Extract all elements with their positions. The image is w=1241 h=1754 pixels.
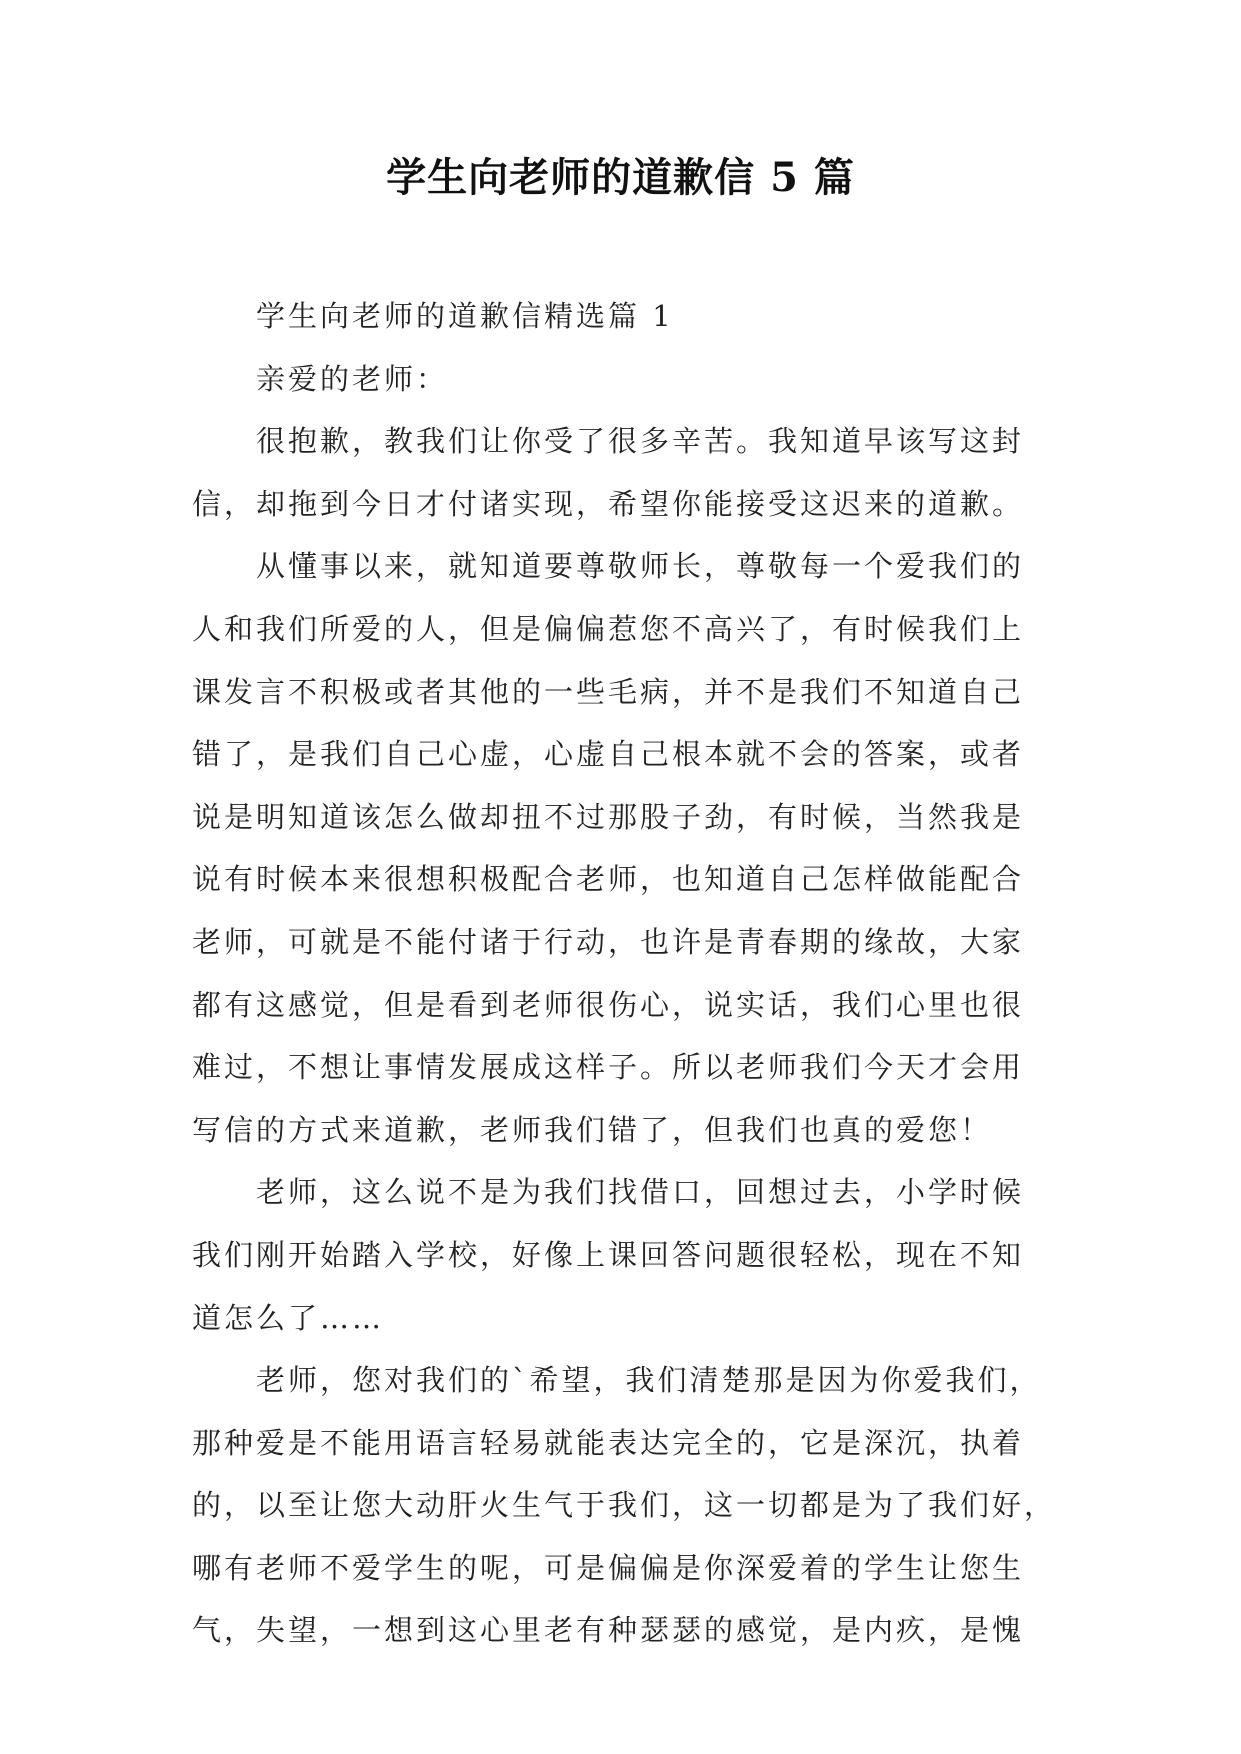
text-line: 写信的方式来道歉，老师我们错了，但我们也真的爱您！ [192,1112,993,1147]
text-line: 老师，您对我们的`希望，我们清楚那是因为你爱我们， [256,1363,1042,1398]
text-line: 学生向老师的道歉信精选篇 1 [256,299,674,333]
text-line: 亲爱的老师： [256,361,449,396]
text-line: 哪有老师不爱学生的呢，可是偏偏是你深爱着的学生让您生 [192,1550,1025,1585]
text-line: 说是明知道该怎么做却扭不过那股子劲，有时候，当然我是 [192,799,1025,834]
text-line: 信，却拖到今日才付诸实现，希望你能接受这迟来的道歉。 [192,486,1025,521]
text-line: 我们刚开始踏入学校，好像上课回答问题很轻松，现在不知 [192,1237,1025,1272]
text-line: 老师，这么说不是为我们找借口，回想过去，小学时候 [256,1175,1025,1210]
text-line: 人和我们所爱的人，但是偏偏惹您不高兴了，有时候我们上 [192,611,1025,646]
text-line: 的，以至让您大动肝火生气于我们，这一切都是为了我们好， [192,1488,1057,1523]
text-line: 错了，是我们自己心虚，心虚自己根本就不会的答案，或者 [192,737,1025,772]
text-line: 道怎么了…… [192,1300,385,1335]
text-line: 说有时候本来很想积极配合老师，也知道自己怎样做能配合 [192,862,1025,897]
text-line: 那种爱是不能用语言轻易就能表达完全的，它是深沉，执着 [192,1425,1025,1460]
document-title: 学生向老师的道歉信 5 篇 [386,154,855,201]
text-line: 老师，可就是不能付诸于行动，也许是青春期的缘故，大家 [192,924,1025,959]
text-line: 从懂事以来，就知道要尊敬师长，尊敬每一个爱我们的 [256,549,1025,584]
text-line: 难过，不想让事情发展成这样子。所以老师我们今天才会用 [192,1050,1025,1085]
text-line: 课发言不积极或者其他的一些毛病，并不是我们不知道自己 [192,674,1025,709]
text-line: 气，失望，一想到这心里老有种瑟瑟的感觉，是内疚，是愧 [192,1613,1025,1648]
text-line: 很抱歉，教我们让你受了很多辛苦。我知道早该写这封 [256,424,1025,459]
text-line: 都有这感觉，但是看到老师很伤心，说实话，我们心里也很 [192,987,1025,1022]
document-body [192,285,1057,1662]
